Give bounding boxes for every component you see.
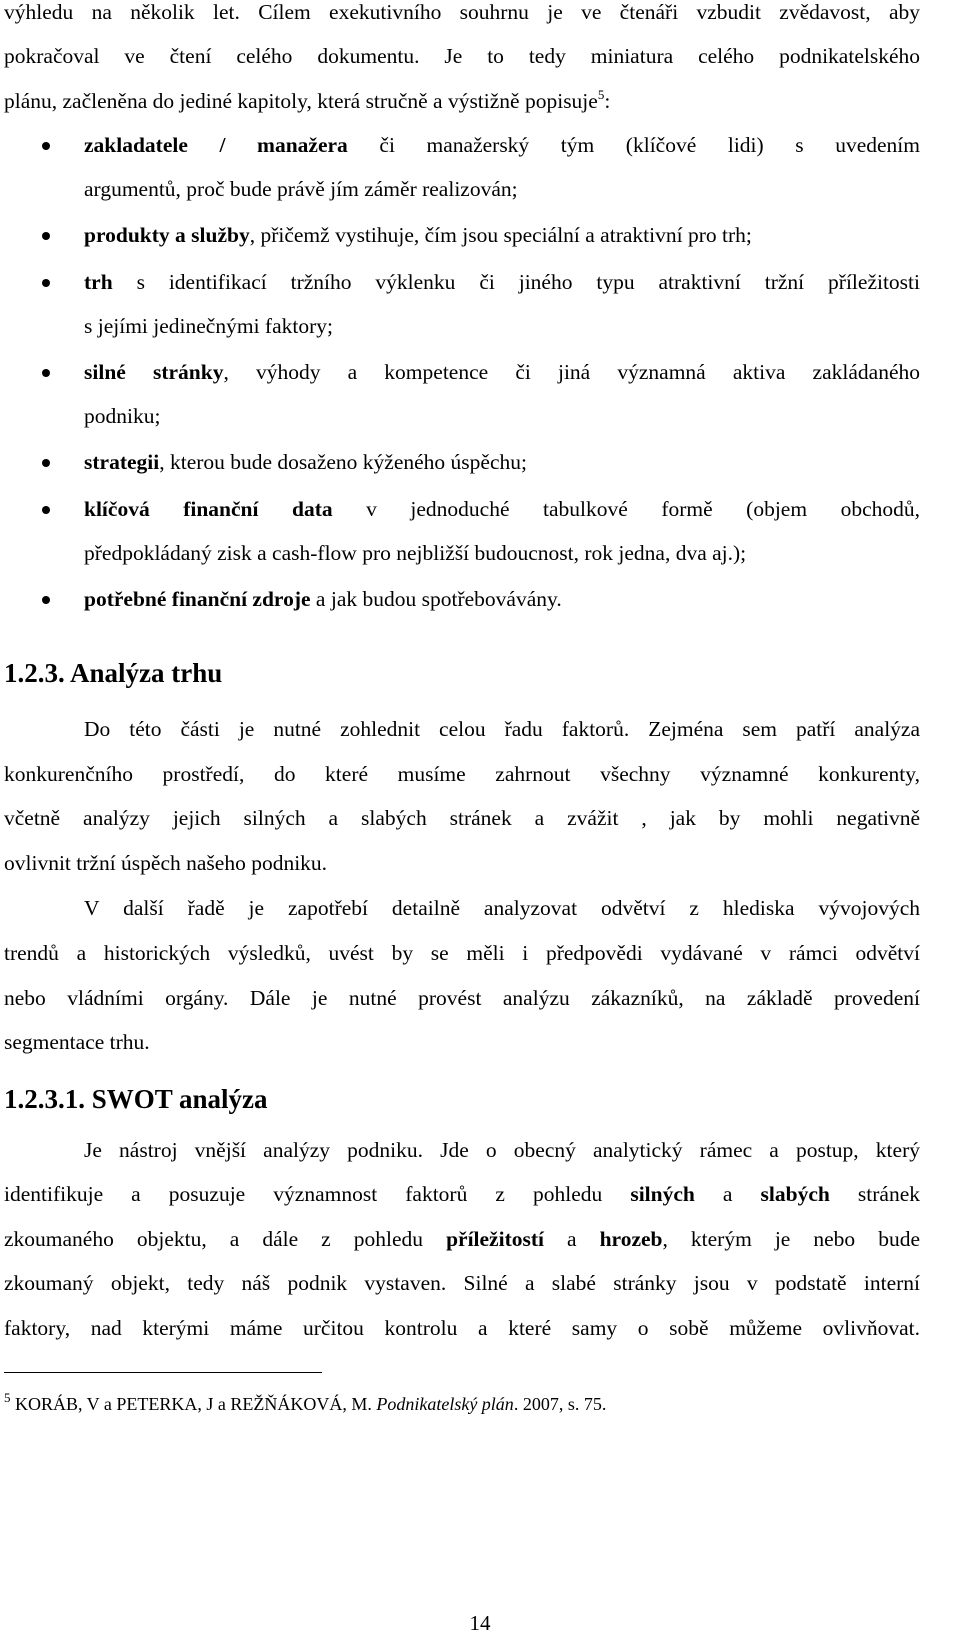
paragraph-line: včetně analýzy jejich silných a slabých stránek a zvážit , jak by mohli negativně	[4, 806, 920, 830]
paragraph-line: zkoumaného objektu, a dále z pohledu příležitostí a hrozeb, kterým je nebo bude	[4, 1227, 920, 1251]
intro-line: plánu, začleněna do jediné kapitoly, která stručně a výstižně popisuje$^5$:	[4, 87, 611, 113]
list-item-continuation: podniku;	[84, 404, 161, 428]
list-item: produkty a služby, přičemž vystihuje, čím jsou speciální a atraktivní pro trh;	[84, 223, 752, 247]
bullet-icon	[42, 596, 50, 604]
list-item: zakladatele / manažera či manažerský tým (klíčové lidi) s uvedením	[84, 133, 920, 157]
paragraph-line: Je nástroj vnější analýzy podniku. Jde o obecný analytický rámec a postup, který	[84, 1138, 920, 1162]
paragraph-line: faktory, nad kterými máme určitou kontrolu a které samy o sobě můžeme ovlivňovat.	[4, 1316, 920, 1340]
list-item: silné stránky, výhody a kompetence či jiná významná aktiva zakládaného	[84, 360, 920, 384]
intro-line: pokračoval ve čtení celého dokumentu. Je to tedy miniatura celého podnikatelského	[4, 44, 920, 68]
paragraph-line: zkoumaný objekt, tedy náš podnik vystaven. Silné a slabé stránky jsou v podstatě interní	[4, 1271, 920, 1295]
paragraph-line: segmentace trhu.	[4, 1030, 150, 1054]
paragraph-line: V další řadě je zapotřebí detailně analyzovat odvětví z hlediska vývojových	[84, 896, 920, 920]
bullet-icon	[42, 142, 50, 150]
page-number: 14	[469, 1611, 491, 1635]
list-item: klíčová finanční data v jednoduché tabulkové formě (objem obchodů,	[84, 497, 920, 521]
footnote: $^5$ KORÁB, V a PETERKA, J a REŽŇÁKOVÁ, M. Podnikatelský plán. 2007, s. 75.	[4, 1390, 607, 1414]
footnote-ref: 5	[597, 87, 605, 102]
paragraph-line: konkurenčního prostředí, do které musíme zahrnout všechny významné konkurenty,	[4, 762, 920, 786]
footnote-number: 5	[4, 1390, 11, 1405]
list-item-continuation: s jejími jedinečnými faktory;	[84, 314, 333, 338]
paragraph-line: Do této části je nutné zohlednit celou řadu faktorů. Zejména sem patří analýza	[84, 717, 920, 741]
bullet-icon	[42, 369, 50, 377]
section-heading: 1.2.3. Analýza trhu	[4, 658, 223, 688]
list-item: potřebné finanční zdroje a jak budou spotřebovávány.	[84, 587, 562, 611]
paragraph-line: nebo vládními orgány. Dále je nutné provést analýzu zákazníků, na základě provedení	[4, 986, 920, 1010]
paragraph-line: trendů a historických výsledků, uvést by se měli i předpovědi vydávané v rámci odvětví	[4, 941, 920, 965]
bullet-icon	[42, 459, 50, 467]
list-item: trh s identifikací tržního výklenku či jiného typu atraktivní tržní příležitosti	[84, 270, 920, 294]
intro-line: výhledu na několik let. Cílem exekutivního souhrnu je ve čtenáři vzbudit zvědavost, aby	[4, 0, 920, 24]
section-heading: 1.2.3.1. SWOT analýza	[4, 1084, 268, 1114]
bullet-icon	[42, 506, 50, 514]
paragraph-line: ovlivnit tržní úspěch našeho podniku.	[4, 851, 328, 875]
footnote-divider	[4, 1372, 322, 1373]
list-item-continuation: argumentů, proč bude právě jím záměr realizován;	[84, 177, 518, 201]
bullet-icon	[42, 279, 50, 287]
bullet-icon	[42, 232, 50, 240]
paragraph-line: identifikuje a posuzuje významnost faktorů z pohledu silných a slabých stránek	[4, 1182, 920, 1206]
list-item-continuation: předpokládaný zisk a cash-flow pro nejbližší budoucnost, rok jedna, dva aj.);	[84, 541, 747, 565]
list-item: strategii, kterou bude dosaženo kýženého úspěchu;	[84, 450, 527, 474]
